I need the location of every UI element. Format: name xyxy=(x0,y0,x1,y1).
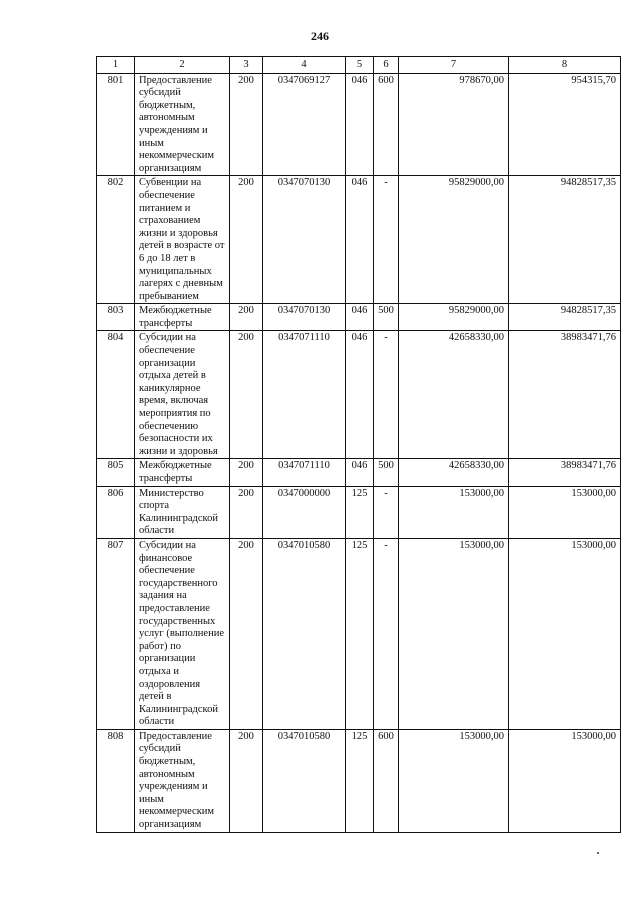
row-c4: 0347071110 xyxy=(263,331,346,459)
row-c7: 95829000,00 xyxy=(399,304,509,331)
row-number: 803 xyxy=(97,304,135,331)
header-cell: 8 xyxy=(509,57,621,74)
row-number: 804 xyxy=(97,331,135,459)
row-c4: 0347070130 xyxy=(263,176,346,304)
row-c8: 38983471,76 xyxy=(509,459,621,486)
row-c8: 153000,00 xyxy=(509,538,621,729)
row-c4: 0347010580 xyxy=(263,538,346,729)
table-row xyxy=(97,538,621,729)
row-number: 807 xyxy=(97,538,135,729)
row-number: 808 xyxy=(97,729,135,832)
row-c3: 200 xyxy=(230,331,263,459)
row-name: Предоставление субсидий бюджетным, автономным учреждениям и иным некоммерческим организациям xyxy=(135,729,230,832)
header-cell: 7 xyxy=(399,57,509,74)
row-name: Межбюджетные трансферты xyxy=(135,304,230,331)
header-cell: 3 xyxy=(230,57,263,74)
row-c5: 125 xyxy=(346,486,374,538)
row-c7: 95829000,00 xyxy=(399,176,509,304)
row-c5: 046 xyxy=(346,176,374,304)
row-c7: 978670,00 xyxy=(399,73,509,176)
row-name: Субсидии на финансовое обеспечение государственного задания на предоставление государственных услуг (выполнение работ) по организации отдыха и оздоровления детей в Калининградской области xyxy=(135,538,230,729)
row-c8: 94828517,35 xyxy=(509,304,621,331)
row-c4: 0347070130 xyxy=(263,304,346,331)
budget-table xyxy=(96,56,621,833)
row-c6: 600 xyxy=(374,729,399,832)
row-c7: 153000,00 xyxy=(399,486,509,538)
row-c6: 500 xyxy=(374,459,399,486)
row-name: Предоставление субсидий бюджетным, автономным учреждениям и иным некоммерческим организациям xyxy=(135,73,230,176)
row-c6: 500 xyxy=(374,304,399,331)
table-row xyxy=(97,73,621,176)
row-c5: 046 xyxy=(346,73,374,176)
row-c5: 046 xyxy=(346,331,374,459)
row-c8: 38983471,76 xyxy=(509,331,621,459)
row-c5: 125 xyxy=(346,538,374,729)
row-c8: 94828517,35 xyxy=(509,176,621,304)
page-number: 246 xyxy=(311,29,329,43)
row-c3: 200 xyxy=(230,486,263,538)
row-c8: 153000,00 xyxy=(509,729,621,832)
table-row xyxy=(97,304,621,331)
row-c7: 153000,00 xyxy=(399,729,509,832)
row-c4: 0347071110 xyxy=(263,459,346,486)
row-c3: 200 xyxy=(230,459,263,486)
table-row xyxy=(97,331,621,459)
row-c3: 200 xyxy=(230,304,263,331)
row-c4: 0347000000 xyxy=(263,486,346,538)
table-row xyxy=(97,486,621,538)
row-c3: 200 xyxy=(230,538,263,729)
row-number: 806 xyxy=(97,486,135,538)
row-c3: 200 xyxy=(230,176,263,304)
header-cell: 5 xyxy=(346,57,374,74)
row-c6: - xyxy=(374,331,399,459)
row-c7: 153000,00 xyxy=(399,538,509,729)
row-name: Субсидии на обеспечение организации отдыха детей в каникулярное время, включая мероприятия по обеспечению безопасности их жизни и здоровья xyxy=(135,331,230,459)
row-c3: 200 xyxy=(230,73,263,176)
table-row xyxy=(97,176,621,304)
row-c5: 125 xyxy=(346,729,374,832)
row-c6: 600 xyxy=(374,73,399,176)
row-c6: - xyxy=(374,486,399,538)
row-number: 805 xyxy=(97,459,135,486)
row-name: Субвенции на обеспечение питанием и страхованием жизни и здоровья детей в возрасте от 6 до 18 лет в муниципальных лагерях с дневным пребыванием xyxy=(135,176,230,304)
row-c4: 0347069127 xyxy=(263,73,346,176)
row-name: Межбюджетные трансферты xyxy=(135,459,230,486)
header-row xyxy=(97,57,621,74)
row-c5: 046 xyxy=(346,304,374,331)
row-c3: 200 xyxy=(230,729,263,832)
row-c6: - xyxy=(374,538,399,729)
row-number: 801 xyxy=(97,73,135,176)
row-c7: 42658330,00 xyxy=(399,331,509,459)
table-row xyxy=(97,459,621,486)
table-row xyxy=(97,729,621,832)
row-c5: 046 xyxy=(346,459,374,486)
row-c4: 0347010580 xyxy=(263,729,346,832)
row-c6: - xyxy=(374,176,399,304)
row-c7: 42658330,00 xyxy=(399,459,509,486)
stray-mark xyxy=(597,852,599,854)
header-cell: 1 xyxy=(97,57,135,74)
header-cell: 4 xyxy=(263,57,346,74)
row-c8: 153000,00 xyxy=(509,486,621,538)
row-number: 802 xyxy=(97,176,135,304)
header-cell: 2 xyxy=(135,57,230,74)
row-c8: 954315,70 xyxy=(509,73,621,176)
row-name: Министерство спорта Калининградской области xyxy=(135,486,230,538)
header-cell: 6 xyxy=(374,57,399,74)
